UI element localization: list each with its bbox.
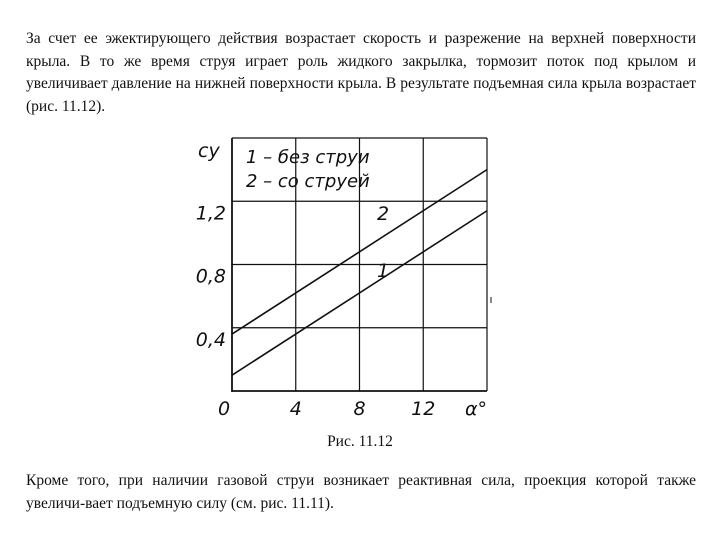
x-tick-label: 12: [411, 398, 436, 420]
y-tick-label: 1,2: [195, 202, 226, 225]
x-axis-label: α°: [465, 398, 488, 420]
legend-item-2: 2 – со струей: [246, 171, 370, 192]
chart-legend: [246, 147, 370, 192]
y-tick-label: 0,4: [195, 328, 226, 351]
intro-paragraph: За счет ее эжектирующего действия возрастает скорость и разрежение на верхней поверхности крыла. В то же время струя играет роль жидкого закрылка, тормозит поток под крылом и увеличивает давление на нижней поверхности крыла. В результате подъемная сила крыла возрастает (рис. 11.12).: [26, 30, 696, 115]
figure-caption: Рис. 11.12: [327, 433, 393, 450]
x-tick-label: 8: [353, 398, 366, 420]
line-label-1: 1: [377, 260, 390, 283]
y-tick-label: 0,8: [195, 265, 226, 288]
x-tick-label: 4: [289, 398, 302, 420]
legend-item-1: 1 – без струи: [246, 147, 370, 168]
y-axis-label: cy: [198, 140, 220, 162]
line-label-2: 2: [377, 203, 390, 226]
x-tick-label: 0: [217, 398, 231, 420]
closing-paragraph: Кроме того, при наличии газовой струи возникает реактивная сила, проекция которой также увеличи-вает подъемную силу (см. рис. 11.11).: [26, 472, 696, 512]
